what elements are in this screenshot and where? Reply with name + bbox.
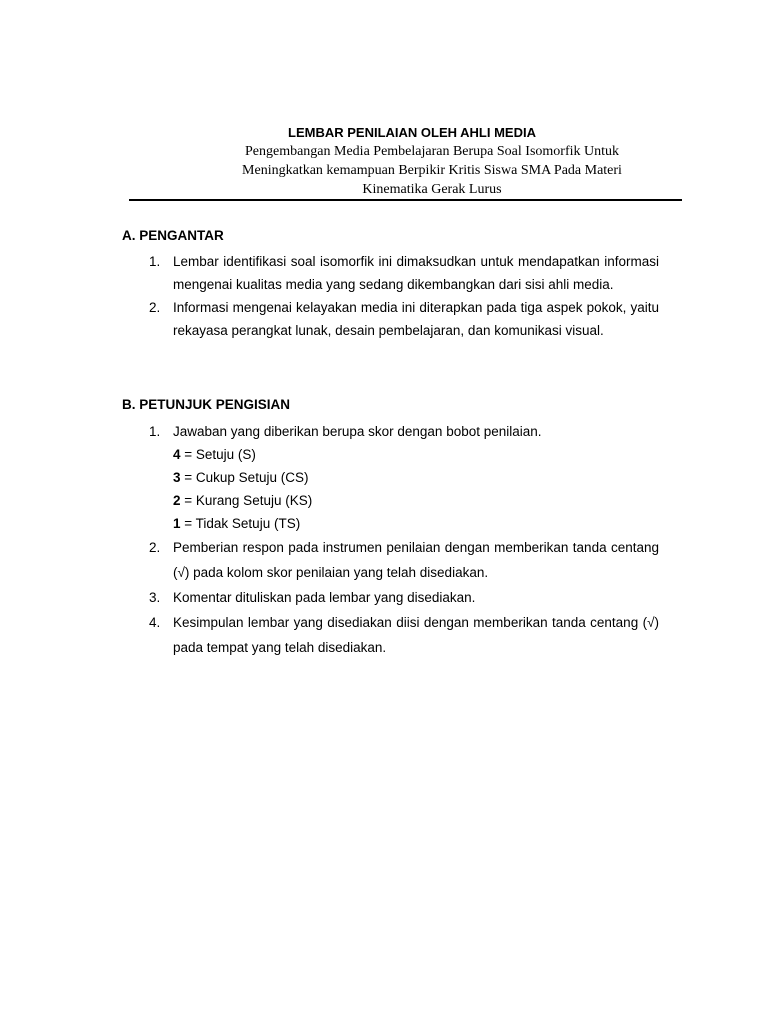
- section-heading-a: A. PENGANTAR: [122, 228, 224, 243]
- document-title: LEMBAR PENILAIAN OLEH AHLI MEDIA: [288, 125, 536, 140]
- document-header: [122, 124, 682, 199]
- list-item: [122, 610, 659, 660]
- list-item: [122, 296, 659, 342]
- score-label: = Tidak Setuju (TS): [180, 516, 301, 531]
- list-item-text: Informasi mengenai kelayakan media ini diterapkan pada tiga aspek pokok, yaitu rekayasa perangkat lunak, desain pembelajaran, dan komunikasi visual.: [173, 300, 659, 338]
- section-heading-b: B. PETUNJUK PENGISIAN: [122, 397, 291, 412]
- list-item-text: Jawaban yang diberikan berupa skor dengan bobot penilaian.: [173, 424, 542, 439]
- pengantar-list: [122, 250, 659, 342]
- section-petunjuk-pengisian: [122, 396, 659, 660]
- score-label: = Kurang Setuju (KS): [180, 493, 313, 508]
- list-item: [122, 535, 659, 585]
- list-number: 2.: [149, 300, 161, 315]
- score-label: = Setuju (S): [180, 447, 256, 462]
- document-subtitle: [182, 142, 682, 199]
- subtitle-line-1: Pengembangan Media Pembelajaran Berupa Soal Isomorfik Untuk: [244, 144, 619, 159]
- list-item: [122, 250, 659, 296]
- subtitle-line-2: Meningkatkan kemampuan Berpikir Kritis Siswa SMA Pada Materi: [242, 163, 622, 178]
- subtitle-line-3: Kinematika Gerak Lurus: [362, 182, 502, 197]
- petunjuk-list: [122, 420, 659, 660]
- list-number: 3.: [149, 590, 161, 605]
- score-value: 2: [173, 493, 181, 508]
- score-row: [173, 512, 659, 535]
- list-item-text: Lembar identifikasi soal isomorfik ini dimaksudkan untuk mendapatkan informasi mengenai kualitas media yang sedang dikembangkan dari sisi ahli media.: [173, 254, 659, 292]
- list-number: 2.: [149, 540, 161, 555]
- score-row: [173, 489, 659, 512]
- list-number: 1.: [149, 424, 161, 439]
- list-item: [122, 585, 659, 610]
- list-item-text: Komentar dituliskan pada lembar yang disediakan.: [173, 590, 476, 605]
- list-item-text: Kesimpulan lembar yang disediakan diisi dengan memberikan tanda centang (√) pada tempat yang telah disediakan.: [173, 615, 659, 655]
- section-pengantar: [122, 227, 659, 342]
- list-number: 1.: [149, 254, 161, 269]
- list-number: 4.: [149, 615, 161, 630]
- score-row: [173, 443, 659, 466]
- list-item-text: Pemberian respon pada instrumen penilaian dengan memberikan tanda centang (√) pada kolom skor penilaian yang telah disediakan.: [173, 540, 659, 580]
- score-label: = Cukup Setuju (CS): [180, 470, 309, 485]
- header-divider: [129, 199, 682, 201]
- list-item: [122, 420, 659, 535]
- score-value: 1: [173, 516, 181, 531]
- score-value: 3: [173, 470, 181, 485]
- score-scale: [173, 443, 659, 535]
- score-row: [173, 466, 659, 489]
- score-value: 4: [173, 447, 181, 462]
